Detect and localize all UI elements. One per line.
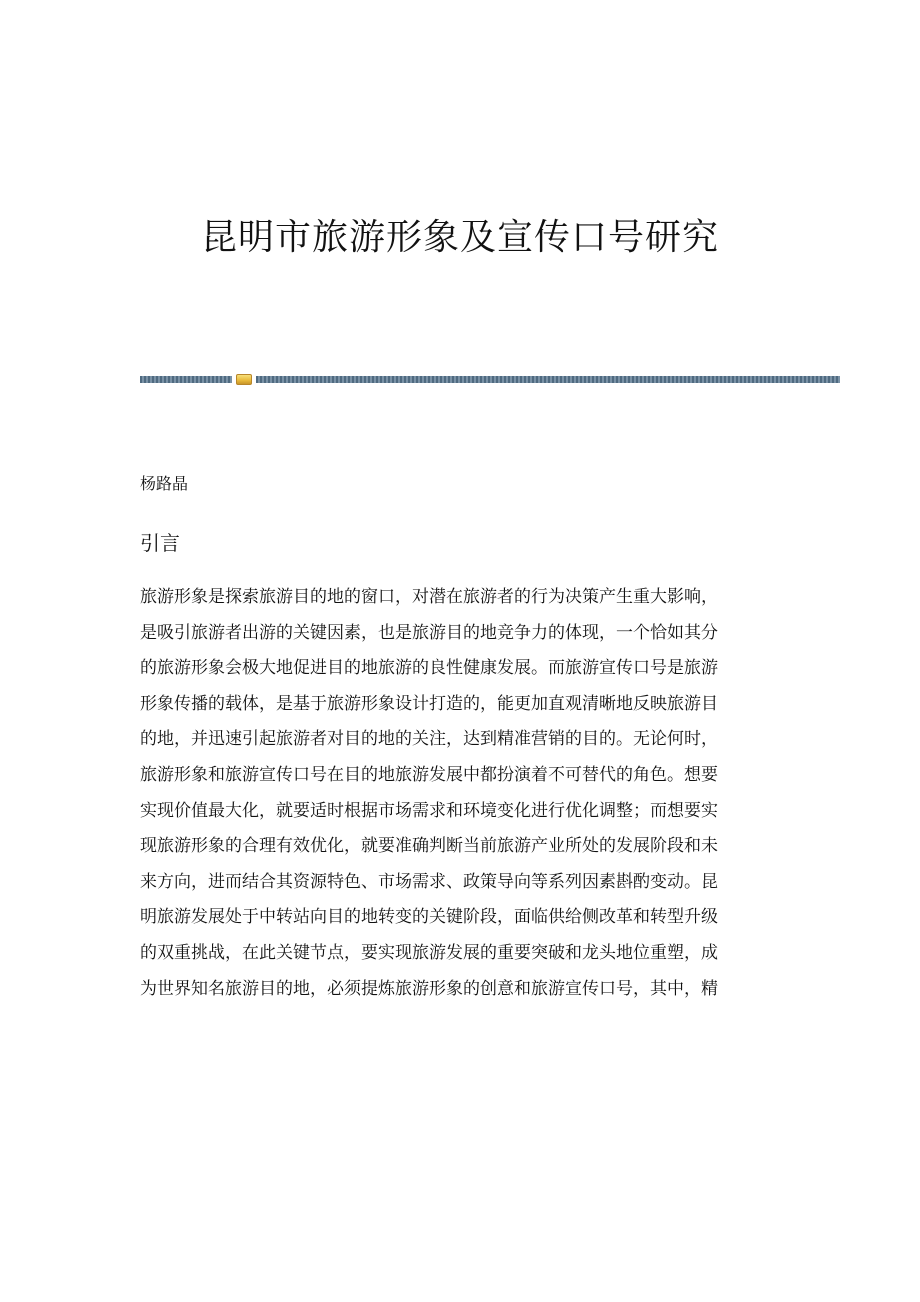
- title-divider: [140, 375, 840, 385]
- body-line: 旅游形象是探索旅游目的地的窗口，对潜在旅游者的行为决策产生重大影响，: [140, 587, 718, 607]
- body-line: 是吸引旅游者出游的关键因素，也是旅游目的地竞争力的体现，一个恰如其分: [140, 622, 718, 643]
- divider-bar-right: [256, 376, 840, 383]
- divider-ornament-icon: [236, 374, 252, 385]
- body-line: 明旅游发展处于中转站向目的地转变的关键阶段，面临供给侧改革和转型升级: [140, 907, 718, 928]
- body-line: 的地，并迅速引起旅游者对目的地的关注，达到精准营销的目的。无论何时，: [140, 729, 718, 750]
- author-name: 杨路晶: [140, 474, 189, 493]
- section-heading: 引言: [140, 531, 180, 555]
- body-line: 来方向，进而结合其资源特色、市场需求、政策导向等系列因素斟酌变动。昆: [140, 871, 718, 892]
- body-line: 的双重挑战，在此关键节点，要实现旅游发展的重要突破和龙头地位重塑，成: [140, 942, 718, 963]
- body-line: 实现价值最大化，就要适时根据市场需求和环境变化进行优化调整；而想要实: [140, 800, 718, 821]
- body-line: 现旅游形象的合理有效优化，就要准确判断当前旅游产业所处的发展阶段和未: [140, 836, 718, 857]
- body-line: 的旅游形象会极大地促进目的地旅游的良性健康发展。而旅游宣传口号是旅游: [140, 658, 718, 679]
- divider-bar-left: [140, 376, 232, 383]
- body-line: 形象传播的载体，是基于旅游形象设计打造的，能更加直观清晰地反映旅游目: [140, 693, 718, 714]
- body-line: 旅游形象和旅游宣传口号在目的地旅游发展中都扮演着不可替代的角色。想要: [140, 764, 718, 785]
- document-title: 昆明市旅游形象及宣传口号研究: [200, 217, 719, 258]
- body-line: 为世界知名旅游目的地，必须提炼旅游形象的创意和旅游宣传口号，其中，精: [140, 978, 718, 999]
- body-paragraph: [140, 583, 780, 1010]
